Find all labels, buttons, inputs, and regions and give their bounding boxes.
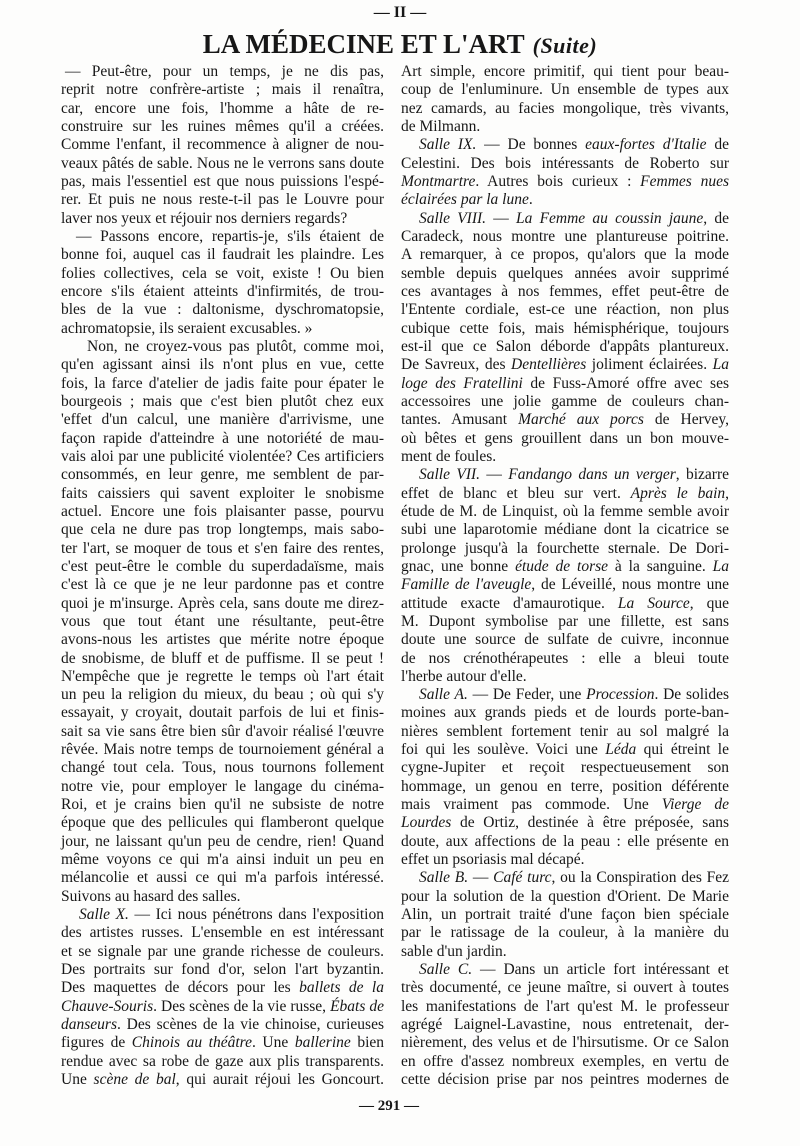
italic-text: La xyxy=(712,557,729,575)
text-line: folies collectives, cela se voit, existe ! Ou bien xyxy=(61,264,384,282)
text-line: moines aux grands pieds et de lourds porte-ban- xyxy=(401,704,729,722)
italic-text: Léda xyxy=(605,741,637,759)
paragraph xyxy=(401,136,729,209)
text-line: faits caissiers qui savent exploiter le snobisme xyxy=(61,484,384,502)
text-run: , bizarre xyxy=(675,466,729,484)
text-line xyxy=(61,906,384,924)
left-column xyxy=(61,63,384,1089)
text-line xyxy=(61,1071,384,1089)
italic-text: Salle VII. xyxy=(419,466,481,484)
text-run: — De Feder, une xyxy=(467,686,587,704)
text-line: bonne foi, auquel cas il faudrait les plaindre. Les xyxy=(61,246,384,264)
text-line: pas, mais l'essentiel est que nous puissions l'espé- xyxy=(61,172,384,190)
text-line: hommage, un genou en terre, position déférente xyxy=(401,777,729,795)
text-line: car, encore une fois, l'homme a hâte de re- xyxy=(61,99,384,117)
text-line xyxy=(401,191,729,209)
text-line: de Milmann. xyxy=(401,117,481,135)
text-line: cette décision prise par nos peintres modernes de xyxy=(401,1071,729,1089)
italic-text: Vierge de xyxy=(661,796,729,814)
text-run: . xyxy=(528,191,533,209)
italic-text: Chauve-Souris xyxy=(61,997,154,1015)
text-line: de nos crénothérapeutes : elle a bleui toute xyxy=(401,649,729,667)
text-line xyxy=(401,796,729,814)
text-line: notre vie, pour employer le langage du cinéma- xyxy=(61,777,384,795)
text-line: étude de M. de Linquist, où la femme semble avoir xyxy=(401,502,729,520)
text-line: où bêtes et gens grouillent dans un bon mouve- xyxy=(401,429,729,447)
italic-text: ballerine xyxy=(294,1034,351,1052)
text-run: — xyxy=(480,466,509,484)
text-run: , que xyxy=(689,594,729,612)
text-line: des artistes russes. L'ensemble en est intéressant xyxy=(61,924,384,942)
text-line: rêvée. Mais notre temps de tournoiement général a xyxy=(61,741,384,759)
paragraph xyxy=(401,961,729,1089)
text-run: de Fuss-Amoré offre avec ses xyxy=(522,374,730,392)
text-line xyxy=(401,558,729,576)
text-line xyxy=(401,136,729,154)
text-line: vais aloi par une publicité violentée? Ces artificiers xyxy=(61,447,384,465)
paragraph xyxy=(61,906,384,1089)
paragraph xyxy=(61,338,384,906)
text-run: , xyxy=(725,484,730,502)
text-line: N'empêche que je regrette le temps où l'art était xyxy=(61,667,384,685)
text-run: — De bonnes xyxy=(476,136,586,154)
text-line: de snobisme, de bluff et de puffisme. Il se peut ! xyxy=(61,649,384,667)
text-line: c'est peut-être le comble du superdadaïsme, mais xyxy=(61,557,384,575)
text-line xyxy=(401,576,729,594)
italic-text: étude de torse xyxy=(515,557,609,575)
text-line: époque que des pellicules qui flamberont quelque xyxy=(61,814,384,832)
italic-text: Salle VIII. xyxy=(419,209,487,227)
text-run: , de Léveillé, nous montre une xyxy=(531,576,729,594)
text-line: reprit notre confrère-artiste ; mais il renaîtra, xyxy=(61,81,384,99)
text-line: sait sa vie sans être bien sûr d'avoir réalisé l'œuvre xyxy=(61,722,384,740)
text-line: mélancolie et aussi ce qui m'a parfois intéressé. xyxy=(61,869,384,887)
running-head: — II — xyxy=(373,4,427,21)
text-line: pour la solution de la question d'Orient. De Marie xyxy=(401,887,729,905)
text-line: Caradeck, nous montre une plantureuse poitrine. xyxy=(401,227,729,245)
text-run: — xyxy=(486,209,516,227)
text-line: est-il que ce Salon déborde d'appâts plantureux. xyxy=(401,337,729,355)
text-line xyxy=(401,485,729,503)
text-run: , ou la Conspiration des Fez xyxy=(551,869,730,887)
text-run: . Des scènes de la vie russe, xyxy=(153,997,331,1015)
article-title: LA MÉDECINE ET L'ART xyxy=(202,29,525,59)
text-line: coup de l'enluminure. Un ensemble de types aux xyxy=(401,81,729,99)
text-run: de Hervey, xyxy=(643,411,729,429)
text-line: changé tout cela. Tous, nous tournons follement xyxy=(61,759,384,777)
italic-text: La Source xyxy=(617,594,690,612)
text-line: laver nos yeux et réjouir nos derniers regards? xyxy=(61,209,348,227)
text-line: ment de foules. xyxy=(401,447,497,465)
text-line: doute une source de sulfate de cuivre, inconnue xyxy=(401,631,729,649)
text-line: nières semblent fortement tenir au sol malgré la xyxy=(401,722,729,740)
text-run: figures de xyxy=(61,1034,132,1052)
text-line xyxy=(401,961,729,979)
text-line: nièrement, des velus et de l'hirsutisme. Or ce Salon xyxy=(401,1034,729,1052)
text-line: bles de la vue : daltonisme, dyschromatopsie, xyxy=(61,301,384,319)
paragraph xyxy=(61,63,384,228)
text-line: l'herbe autour d'elle. xyxy=(401,667,527,685)
text-line: ces avantages à nos femmes, effet peut-être de xyxy=(401,282,729,300)
text-run: , qui aurait réjoui les Goncourt. xyxy=(175,1071,385,1089)
text-run: de xyxy=(706,136,729,154)
text-line: — Passons encore, repartis-je, s'ils étaient de xyxy=(76,227,384,245)
text-line: par le ratissage de la couleur, à la manière du xyxy=(401,924,729,942)
text-line xyxy=(401,356,729,374)
text-run: — xyxy=(468,869,494,887)
text-line xyxy=(401,210,729,228)
article-heading xyxy=(0,29,800,64)
text-line: quoi je m'insurge. Après cela, sans doute me direz- xyxy=(61,594,384,612)
text-line: veaux pâtés de sable. Nous ne le verrons sans doute xyxy=(61,154,384,172)
text-run: à la sanguine. xyxy=(608,557,713,575)
text-run: , de xyxy=(703,209,730,227)
text-run: joliment éclairées. xyxy=(586,356,713,374)
italic-text: Lourdes xyxy=(401,814,452,832)
text-line: essayait, y croyait, doutait parfois de lui et finis- xyxy=(61,704,384,722)
italic-text: Café turc xyxy=(493,869,552,887)
text-run: Des maquettes de décors pour les xyxy=(61,979,300,997)
text-line: Non, ne croyez-vous pas plutôt, comme moi, xyxy=(87,337,384,355)
italic-text: Marché aux porcs xyxy=(518,411,644,429)
italic-text: Femmes nues xyxy=(640,172,730,190)
text-line: accessoires une jolie gamme de couleurs chan- xyxy=(401,392,729,410)
text-line: — Peut-être, pour un temps, je ne dis pas, xyxy=(65,63,384,80)
text-run: foi qui les soulève. Voici une xyxy=(401,741,606,759)
italic-text: éclairées par la lune xyxy=(401,191,529,209)
text-line: les manifestations de l'art qu'est M. le professeur xyxy=(401,997,729,1015)
paragraph xyxy=(401,466,729,686)
text-run: qui étreint le xyxy=(636,741,729,759)
text-line: construire sur les ruines mêmes qu'il a créées. xyxy=(61,117,384,135)
text-line: c'est là ce que je ne leur pardonne pas et contre xyxy=(61,576,384,594)
text-run: — Dans un article fort intéressant et xyxy=(472,961,729,979)
italic-text: Salle B. xyxy=(419,869,469,887)
text-line xyxy=(401,595,729,613)
text-line: semble depuis quelques années avoir supprimé xyxy=(401,264,729,282)
paragraph xyxy=(401,869,729,961)
italic-text: Fandango dans un verger xyxy=(508,466,676,484)
text-line: bourgeois ; mais que c'est bien plutôt chez eux xyxy=(61,392,384,410)
italic-text: ballets de la xyxy=(299,979,384,997)
text-line xyxy=(401,466,729,484)
text-line: A remarquer, à ce propos, qu'alors que la mode xyxy=(401,246,729,264)
text-line: actuel. Encore une fois plaisanter passe, pourvu xyxy=(61,502,384,520)
text-line xyxy=(401,173,729,191)
text-line: avons-nous les artistes que mérite notre époque xyxy=(61,631,384,649)
text-run: . Une xyxy=(251,1034,295,1052)
text-line: subi une laparotomie médiane dont la cicatrice se xyxy=(401,521,729,539)
text-line: consommés, en leur genre, me semblent de par- xyxy=(61,466,384,484)
text-line: nez camards, au facies mongolique, très vivants, xyxy=(401,99,729,117)
text-line: rer. Et puis ne nous reste-t-il pas le Louvre pour xyxy=(61,191,384,209)
italic-text: loge des Fratellini xyxy=(401,374,523,392)
page-number: — 291 — xyxy=(359,1098,419,1114)
text-line: rendue avec sa robe de gaze aux plis transparents. xyxy=(61,1052,384,1070)
italic-text: Salle X. xyxy=(79,906,129,924)
text-line xyxy=(61,1034,384,1052)
text-run: — Ici nous pénétrons dans l'exposition xyxy=(128,906,384,924)
italic-text: Ébats de xyxy=(330,997,384,1015)
text-line: encore s'ils étaient atteints d'infirmités, de trou- xyxy=(61,282,384,300)
text-line xyxy=(401,814,729,832)
text-line: cubique cette fois, mais hémisphérique, toujours xyxy=(401,319,729,337)
italic-text: Salle IX. xyxy=(419,136,477,154)
text-line xyxy=(401,411,729,429)
text-line xyxy=(401,375,729,393)
text-line: que cela ne dure pas trop longtemps, mais sabo- xyxy=(61,521,384,539)
text-line: Celestini. Des bois intéressants de Roberto sur xyxy=(401,154,729,172)
text-line: très documenté, ce jeune maître, si ouvert à toutes xyxy=(401,979,729,997)
italic-text: Dentellières xyxy=(511,356,587,374)
text-line: Suivons au hasard des salles. xyxy=(61,887,241,905)
text-line: un peu la religion du mieux, du beau ; où qui s'y xyxy=(61,686,384,704)
text-run: de Ortiz, destinée à être préposée, sans xyxy=(451,814,729,832)
text-line: sable d'un jardin. xyxy=(401,942,507,960)
italic-text: eaux-fortes d'Italie xyxy=(585,136,707,154)
text-line: M. Dupont symbolise par une fillette, est sans xyxy=(401,612,729,630)
italic-text: scène de bal xyxy=(93,1071,176,1089)
text-line: ter l'art, se moquer de tous et s'en faire des rentes, xyxy=(61,539,384,557)
text-line: et se signale par une grande richesse de couleurs. xyxy=(61,942,384,960)
text-line: en offre d'assez nombreux exemples, en vertu de xyxy=(401,1052,729,1070)
italic-text: Famille de l'aveugle xyxy=(401,576,532,594)
text-run: . Autres bois curieux : xyxy=(475,172,641,190)
italic-text: Salle A. xyxy=(419,686,468,704)
text-line xyxy=(61,979,384,997)
italic-text: Chinois au théâtre xyxy=(131,1034,252,1052)
italic-text: Salle C. xyxy=(419,961,473,979)
title-continuation-label: (Suite) xyxy=(532,33,598,58)
text-line xyxy=(61,1016,384,1034)
text-run: Une xyxy=(61,1071,94,1089)
text-line: l'Entente cordiale, est-ce une réaction, non plus xyxy=(401,301,729,319)
paragraph xyxy=(401,63,729,136)
text-line: Art simple, encore primitif, qui tient pour beau- xyxy=(401,63,729,80)
text-line xyxy=(401,686,729,704)
paragraph xyxy=(401,210,729,467)
text-line: Des portraits sur fond d'or, selon l'art byzantin. xyxy=(61,961,384,979)
text-line xyxy=(61,998,384,1016)
text-line: Alin, un portrait traité d'une façon bien spéciale xyxy=(401,906,729,924)
text-line: Roi, et je crains bien qu'il ne subsiste de notre xyxy=(61,796,384,814)
text-line: fois, la farce d'atelier de jadis faite pour épater le xyxy=(61,374,384,392)
text-line: vous que tout étant une résultante, peut-être xyxy=(61,612,384,630)
text-run: gnac, une bonne xyxy=(401,557,516,575)
text-line: 'effet d'un calcul, une manière d'arrivisme, une xyxy=(61,411,384,429)
text-line: même voyons ce qui m'a ainsi induit un peu en xyxy=(61,851,384,869)
text-run: bien xyxy=(350,1034,385,1052)
paragraph xyxy=(61,228,384,338)
italic-text: Après le bain xyxy=(630,484,726,502)
italic-text: La xyxy=(712,356,729,374)
text-line: agrégé Laignel-Lavastine, nous entretenait, der- xyxy=(401,1016,729,1034)
right-column xyxy=(401,63,729,1089)
text-run: . Des scènes de la vie chinoise, curieuses xyxy=(116,1016,384,1034)
text-line: façon rapide d'atteindre à une notoriété de mau- xyxy=(61,429,384,447)
text-line: prolonge jusqu'à la fourchette sternale. De Dori- xyxy=(401,539,729,557)
text-line: cygne-Jupiter et reçoit respectueusement son xyxy=(401,759,729,777)
text-line: qu'en agissant ainsi ils n'ont plus en vue, cette xyxy=(61,356,384,374)
text-run: . De solides xyxy=(654,686,730,704)
italic-text: danseurs xyxy=(61,1016,117,1034)
italic-text: Procession xyxy=(586,686,655,704)
italic-text: La Femme au coussin jaune xyxy=(515,209,704,227)
text-line: Comme l'enfant, il recommence à aligner de nou- xyxy=(61,136,384,154)
text-line: doute, aux affections de la peau : elle présente en xyxy=(401,832,729,850)
text-run: attitude exacte d'amaurotique. xyxy=(401,594,618,612)
text-line xyxy=(401,869,729,887)
text-run: effet de blanc et bleu sur vert. xyxy=(401,484,631,502)
text-line xyxy=(401,741,729,759)
text-run: mais vraiment pas commode. Une xyxy=(401,796,662,814)
text-line: effet un psoriasis mal décapé. xyxy=(401,851,585,869)
paragraph xyxy=(401,686,729,869)
text-line: jour, ne laissant qu'un peu de cendre, rien! Quand xyxy=(61,832,384,850)
text-run: De Savreux, des xyxy=(401,356,512,374)
italic-text: Montmartre xyxy=(401,172,476,190)
text-run: tantes. Amusant xyxy=(401,411,519,429)
text-line: achromatopsie, ils seraient excusables. » xyxy=(61,319,313,337)
